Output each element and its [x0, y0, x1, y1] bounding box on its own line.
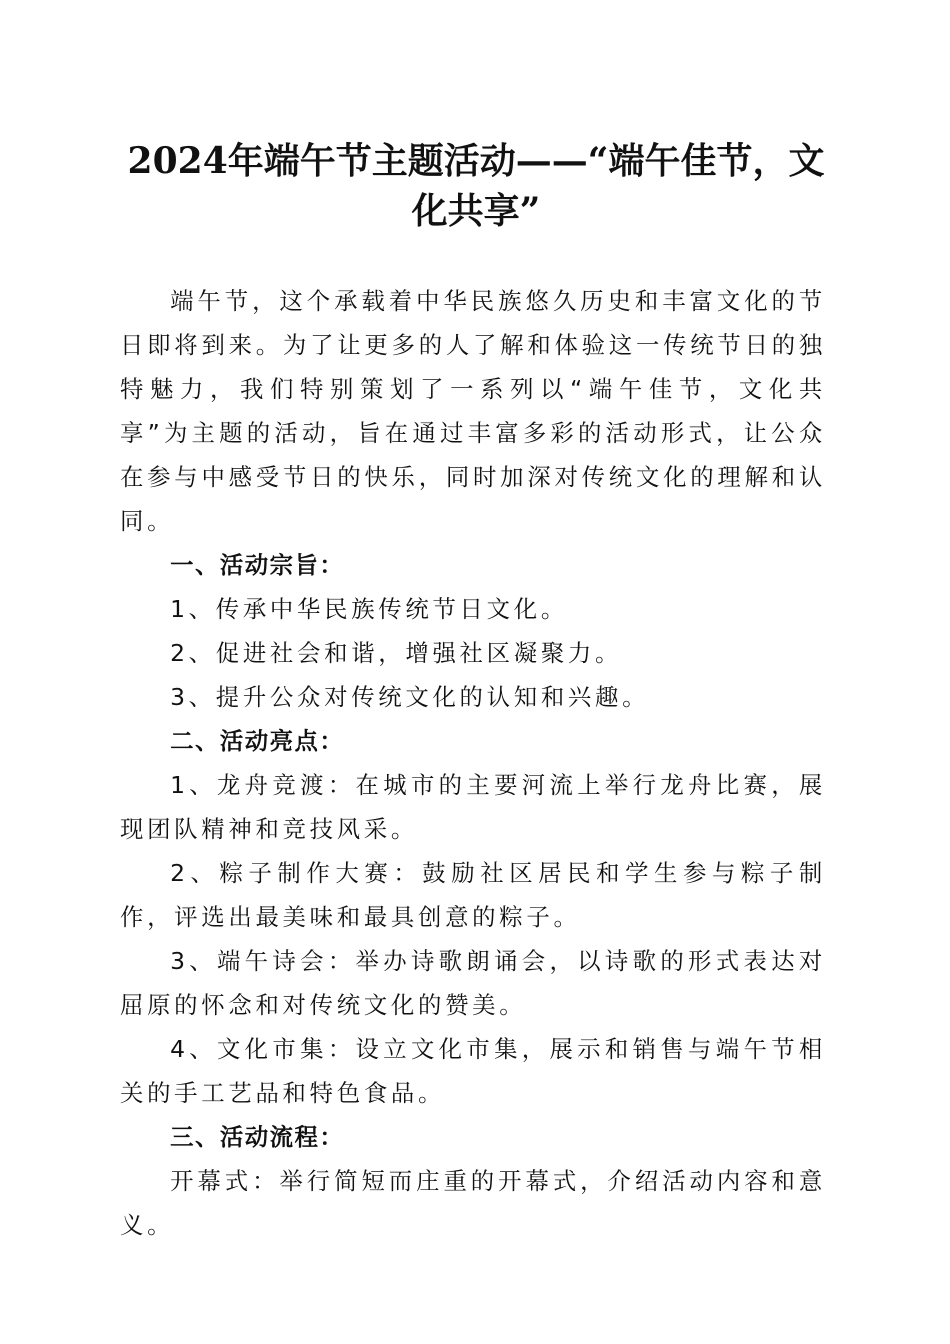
- list-item: 4、文化市集：设立文化市集，展示和销售与端午节相关的手工艺品和特色食品。: [120, 1035, 826, 1107]
- list-item: 2、粽子制作大赛：鼓励社区居民和学生参与粽子制作，评选出最美味和最具创意的粽子。: [120, 859, 826, 931]
- list-item: 3、端午诗会：举办诗歌朗诵会，以诗歌的形式表达对屈原的怀念和对传统文化的赞美。: [120, 947, 826, 1019]
- section-heading-highlights: 二、活动亮点：: [170, 727, 345, 755]
- list-item: 3、提升公众对传统文化的认知和兴趣。: [170, 683, 650, 711]
- title-line-1: 2024年端午节主题活动——“端午佳节，文: [127, 140, 825, 182]
- title-line-2: 化共享”: [411, 190, 541, 232]
- document-body: [120, 279, 826, 1247]
- list-item: 2、促进社会和谐，增强社区凝聚力。: [170, 639, 623, 667]
- section-heading-process: 三、活动流程：: [170, 1123, 345, 1151]
- list-item: 1、龙舟竞渡：在城市的主要河流上举行龙舟比赛，展现团队精神和竞技风采。: [120, 771, 826, 843]
- list-item: 开幕式：举行简短而庄重的开幕式，介绍活动内容和意义。: [120, 1167, 826, 1239]
- document-title: [120, 136, 832, 236]
- list-item: 1、传承中华民族传统节日文化。: [170, 595, 568, 623]
- section-heading-purpose: 一、活动宗旨：: [170, 551, 345, 579]
- intro-paragraph: 端午节，这个承载着中华民族悠久历史和丰富文化的节日即将到来。为了让更多的人了解和体验这一传统节日的独特魅力，我们特别策划了一系列以“端午佳节，文化共享”为主题的活动，旨在通过丰富多彩的活动形式，让公众在参与中感受节日的快乐，同时加深对传统文化的理解和认同。: [120, 287, 826, 535]
